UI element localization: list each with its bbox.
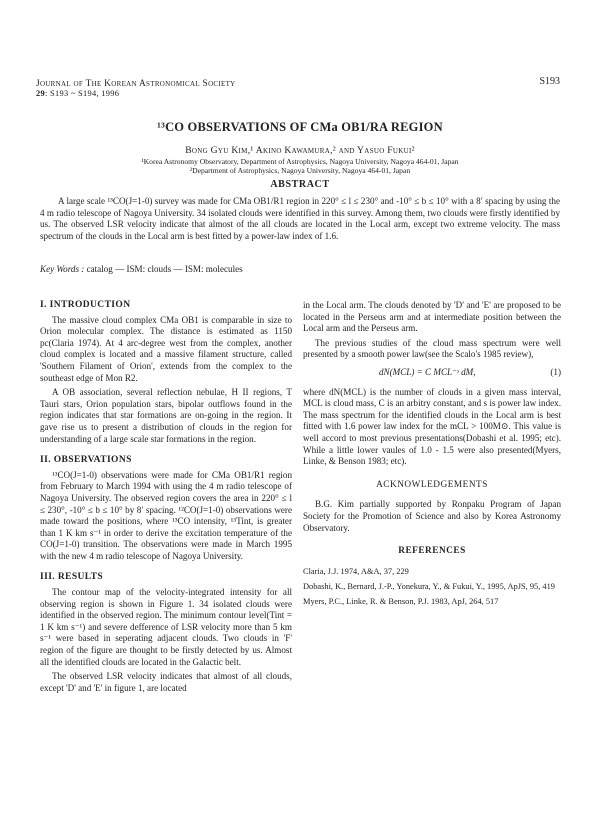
page-number: S193 — [539, 76, 560, 87]
intro-paragraph-2: A OB association, several reflection nebulae, H II regions, T Tauri stars, Orion population stars, bipolar outflows found in the region indicates that star formations are on-going in the region. It gave rise us to present a distribution of clouds in the region for understanding of a large scale star formations in the region. — [40, 387, 292, 444]
paper-title: ¹³CO OBSERVATIONS OF CMa OB1/RA REGION — [157, 120, 443, 134]
intro-heading: I. INTRODUCTION — [40, 300, 131, 310]
affiliation-1: ¹Korea Astronomy Observatory, Department of Astrophysics, Nagoya University, Nagoya 464-01, Japan — [141, 157, 459, 166]
mass-spectrum-discussion: where dN(MCL) is the number of clouds in a given mass interval, MCL is cloud mass, C is an arbitry constant, and s is power law index. The mass spectrum for the identified clouds in the Local arm is best fitted with 1.6 power law index for the mCL > 100M⊙. This value is well accord to most previous presentations(Dobashi et al. 1995; etc). While a little lower vaules of 1.0 - 1.5 were also presented(Myers, Linke, & Benson 1983; etc). — [303, 386, 561, 467]
affiliation-2: ²Department of Astrophysics, Nagoya University, Nagoya 464-01, Japan — [189, 166, 411, 175]
results-continued-paragraph: in the Local arm. The clouds denoted by 'D' and 'E' are proposed to be located in the Perseus arm and at intermediate position between the Local arm and the Perseus arm. — [303, 300, 561, 334]
keywords-text: catalog — ISM: clouds — ISM: molecules — [86, 264, 243, 274]
reference-3: Myers, P.C., Linke, R. & Benson, P.J. 1983, ApJ, 264, 517 — [303, 596, 499, 606]
reference-2: Dobashi, K., Bernard, J.-P., Yonekura, Y., & Fukui, Y., 1995, ApJS, 95, 419 — [303, 581, 555, 591]
equation-body: dN(MCL) = C MCL⁻ˢ dM, — [379, 366, 476, 377]
abstract-heading: ABSTRACT — [270, 179, 330, 190]
observations-heading: II. OBSERVATIONS — [40, 455, 132, 466]
acknowledgements-heading: ACKNOWLEDGEMENTS — [376, 479, 488, 490]
mass-spectrum-paragraph: The previous studies of the cloud mass spectrum were well presented by a smooth power law(see the Scalo's 1985 review), — [303, 337, 561, 360]
journal-name: Journal of The Korean Astronomical Society — [36, 79, 236, 89]
journal-volume: 29 — [36, 89, 45, 98]
equation-1 — [303, 367, 561, 379]
left-column — [40, 300, 292, 697]
results-paragraph-1: The contour map of the velocity-integrated intensity for all observing region is shown in Figure 1. 34 isolated clouds were identified in the observed region. The minimum contour level(Tint = 1 K km s⁻¹) and severe defference of LSR velocity more than 5 km s⁻¹ were based in seperating adjacent clouds. Two clouds in 'F' region of the figure are thought to be firstly detected by us. Almost all the identified clouds are located in the Galactic belt. — [40, 587, 292, 667]
observations-paragraph: ¹³CO(J=1-0) observations were made for CMa OB1/R1 region from February to March 1994 with using the 4 m radio telescope of Nagoya University. The observed region covers the area in 220° ≤ l ≤ 230°, -10° ≤ b ≤ 10° by 8′ spacing. ¹²CO(J=1-0) observations were made toward the positions, where ¹³CO intensity, ¹³Tint, is greater than 1 K km s⁻¹ in order to derive the excitation temperature of the CO(J=1-0) transition. The observations were made in March 1995 with the new 4 m radio telescope of Nagoya University. — [40, 469, 292, 561]
journal-volume-line — [36, 89, 236, 98]
references-heading: REFERENCES — [398, 546, 466, 557]
abstract-text: A large scale ¹³CO(J=1-0) survey was made for CMa OB1/R1 region in 220° ≤ l ≤ 230° and -10° ≤ b ≤ 10° with a 8′ spacing by using the 4 m radio telescope of Nagoya University. 34 isolated clouds were identified in this survey. Among them, two clouds were firstly identified by us. The observed LSR velocity indicate that almost of the all clouds are located in the Local arm, except two extreme velocity. The mass spectrum of the clouds in the Local arm is best fitted by a power-law index of 1.6. — [40, 196, 560, 242]
keywords-label: Key Words : — [40, 264, 85, 274]
paper-authors: Bong Gyu Kim,¹ Akino Kawamura,² and Yasuo Fukui² — [185, 145, 415, 156]
journal-header — [36, 79, 236, 98]
intro-paragraph-1: The massive cloud complex CMa OB1 is comparable in size to Orion molecular complex. The distance is estimated as 1150 pc(Claria 1974). At 4 arc-degree west from the complex, another cloud complex is located and a massive filament structure, called 'Southern Filament of Orion', extends from the complex to the southeast edge of Mon R2. — [40, 314, 292, 383]
results-heading: III. RESULTS — [40, 572, 104, 583]
equation-number: (1) — [550, 366, 561, 377]
right-column — [303, 300, 561, 611]
acknowledgements-text: B.G. Kim partially supported by Ronpaku Program of Japan Society for the Promotion of Science and also by Korea Astronomy Observatory. — [303, 499, 561, 533]
keywords — [40, 264, 560, 274]
reference-1: Claria, J.J. 1974, A&A, 37, 229 — [303, 566, 409, 576]
results-paragraph-2: The observed LSR velocity indicates that almost of all clouds, except 'D' and 'E' in figure 1, are located — [40, 671, 292, 693]
journal-pages: : S193 ~ S194, 1996 — [44, 89, 120, 98]
